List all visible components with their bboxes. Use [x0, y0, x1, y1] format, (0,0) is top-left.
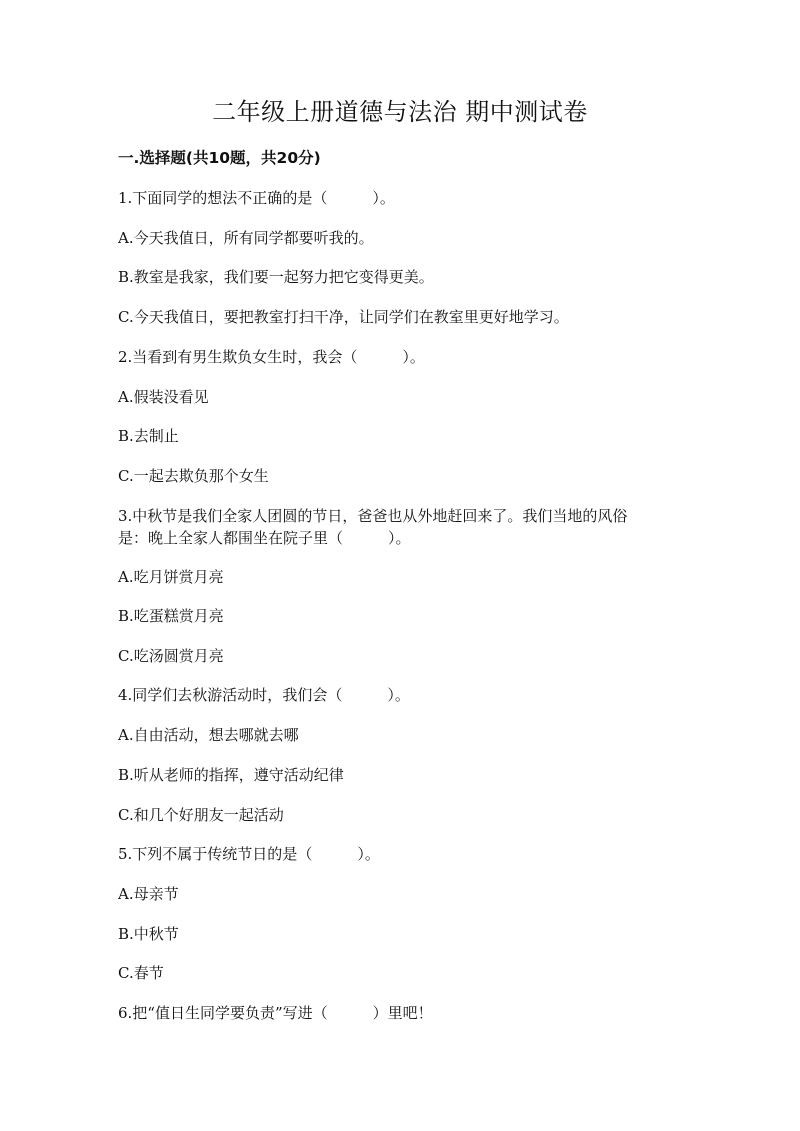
question-1-stem: 1.下面同学的想法不正确的是（ ）。: [118, 189, 395, 207]
question-4-option-b: B.听从老师的指挥，遵守活动纪律: [118, 766, 344, 784]
exam-title: 二年级上册道德与法治 期中测试卷: [212, 98, 588, 126]
question-4-option-c: C.和几个好朋友一起活动: [118, 806, 284, 824]
question-2-option-c: C.一起去欺负那个女生: [118, 467, 269, 485]
question-1-option-b: B.教室是我家，我们要一起努力把它变得更美。: [118, 268, 434, 286]
question-3-stem-line-2: 是：晚上全家人都围坐在院子里（ ）。: [118, 529, 411, 547]
question-4-option-a: A.自由活动，想去哪就去哪: [118, 726, 299, 744]
question-3-option-c: C.吃汤圆赏月亮: [118, 647, 224, 665]
question-5-stem: 5.下列不属于传统节日的是（ ）。: [118, 845, 380, 863]
question-5-option-b: B.中秋节: [118, 925, 179, 943]
question-2-stem: 2.当看到有男生欺负女生时，我会（ ）。: [118, 348, 425, 366]
question-3-stem-line-1: 3.中秋节是我们全家人团圆的节日，爸爸也从外地赶回来了。我们当地的风俗: [118, 507, 628, 525]
question-4-stem: 4.同学们去秋游活动时，我们会（ ）。: [118, 686, 410, 704]
question-2-option-a: A.假装没看见: [118, 388, 209, 406]
section-heading: 一.选择题(共10题，共20分): [118, 149, 321, 167]
question-2-option-b: B.去制止: [118, 427, 179, 445]
question-5-option-a: A.母亲节: [118, 885, 179, 903]
question-3-option-b: B.吃蛋糕赏月亮: [118, 607, 224, 625]
question-1-option-a: A.今天我值日，所有同学都要听我的。: [118, 229, 374, 247]
question-6-stem: 6.把“值日生同学要负责”写进（ ）里吧！: [118, 1004, 433, 1022]
question-1-option-c: C.今天我值日，要把教室打扫干净，让同学们在教室里更好地学习。: [118, 308, 569, 326]
question-3-option-a: A.吃月饼赏月亮: [118, 568, 224, 586]
question-5-option-c: C.春节: [118, 964, 164, 982]
